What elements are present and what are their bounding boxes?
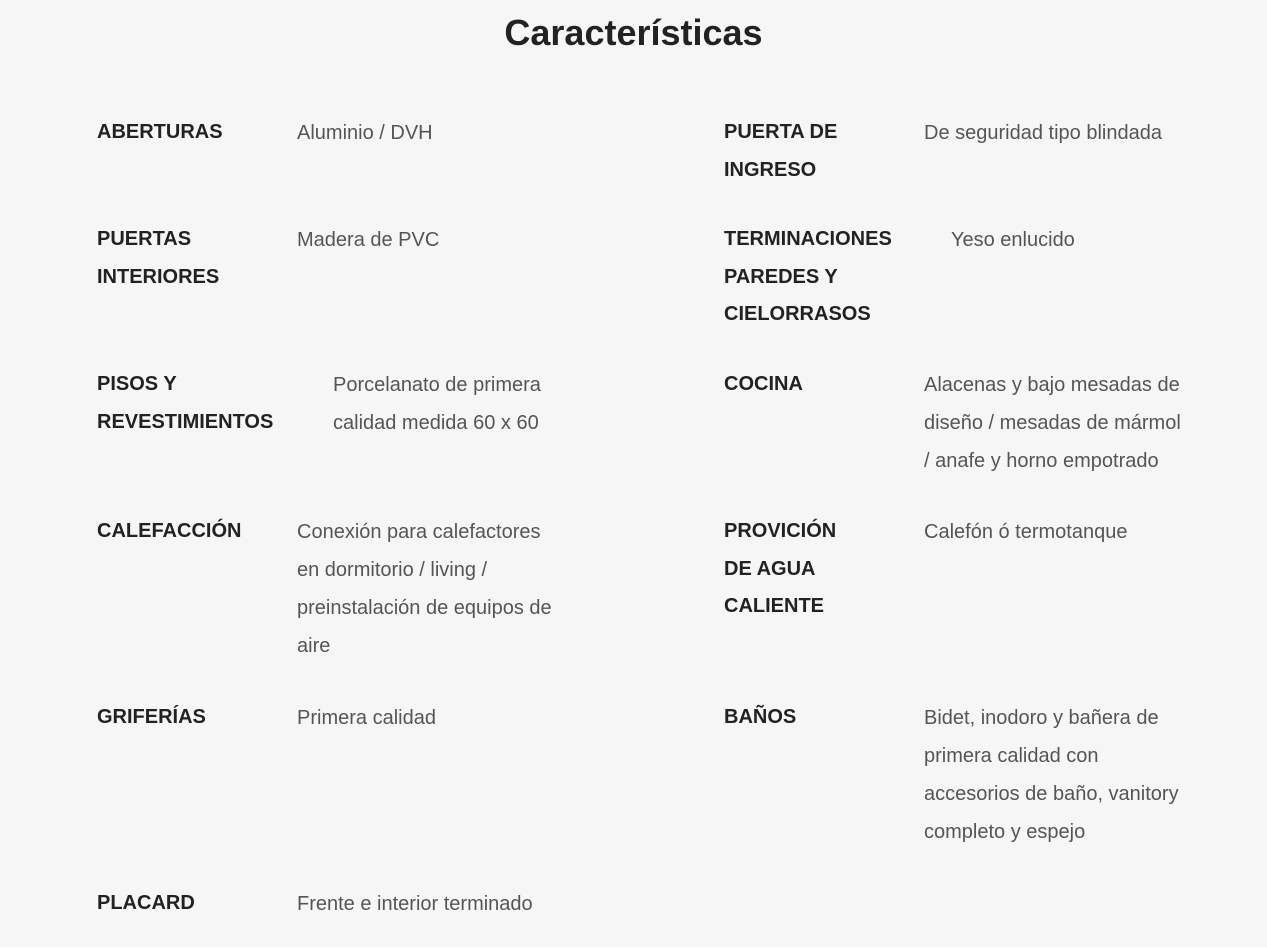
- feature-value: Yeso enlucido: [951, 229, 1075, 251]
- feature-label: GRIFERÍAS: [97, 706, 206, 728]
- page-title: Características: [504, 12, 763, 53]
- feature-value: Frente e interior terminado: [297, 893, 533, 915]
- feature-value: Calefón ó termotanque: [924, 521, 1128, 543]
- feature-label: COCINA: [724, 373, 803, 395]
- feature-value: Madera de PVC: [297, 229, 440, 251]
- feature-label: BAÑOS: [724, 706, 797, 728]
- feature-value: Conexión para calefactores en dormitorio / living / preinstalación de equipos de aire: [297, 521, 552, 657]
- feature-value: Porcelanato de primera calidad medida 60 x 60: [333, 374, 541, 434]
- feature-label: TERMINACIONES PAREDES Y CIELORRASOS: [724, 228, 892, 325]
- feature-value: Alacenas y bajo mesadas de diseño / mesadas de mármol / anafe y horno empotrado: [924, 374, 1181, 472]
- feature-label: PROVICIÓN DE AGUA CALIENTE: [724, 520, 837, 617]
- feature-value: De seguridad tipo blindada: [924, 122, 1162, 144]
- feature-value: Bidet, inodoro y bañera de primera calidad con accesorios de baño, vanitory completo y espejo: [924, 707, 1179, 843]
- feature-value: Aluminio / DVH: [297, 122, 433, 144]
- feature-label: PLACARD: [97, 892, 195, 914]
- feature-label: PISOS Y REVESTIMIENTOS: [97, 373, 274, 433]
- feature-value: Primera calidad: [297, 707, 436, 729]
- feature-label: PUERTAS INTERIORES: [97, 228, 220, 288]
- feature-label: PUERTA DE INGRESO: [724, 121, 838, 181]
- feature-label: CALEFACCIÓN: [97, 520, 242, 542]
- feature-label: ABERTURAS: [97, 121, 223, 143]
